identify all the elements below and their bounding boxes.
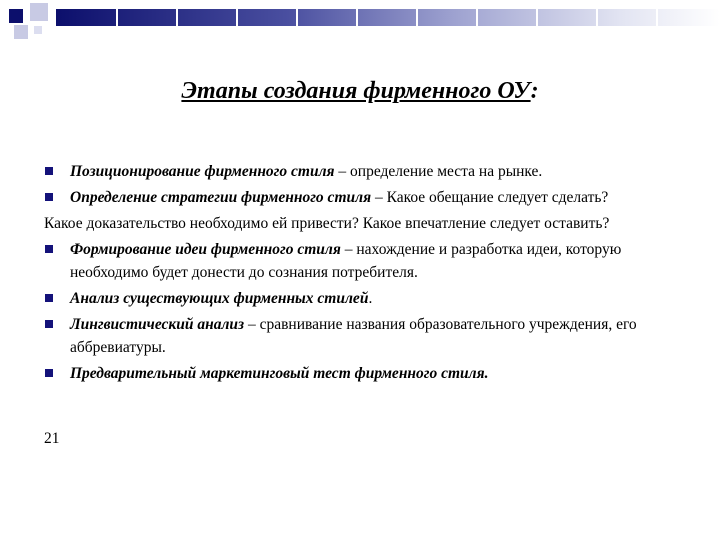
item-term: Предварительный маркетинговый тест фирменного стиля. — [70, 365, 489, 382]
item-term: Определение стратегии фирменного стиля — [70, 189, 372, 206]
item-text: – сравнивание названия образовательного учреждения, его аббревиатуры. — [70, 316, 637, 356]
item-text: – Какое обещание следует сделать? — [371, 189, 609, 206]
bullet-square-icon — [45, 167, 53, 175]
bullet-square-icon — [45, 193, 53, 201]
item-text: . — [368, 290, 373, 307]
slide-title — [0, 78, 720, 105]
item-text: – нахождение и разработка идеи, которую необходимо будет донести до сознания потребителя. — [70, 241, 622, 281]
square-dark — [9, 9, 23, 23]
list-item — [44, 160, 664, 183]
item-term: Формирование идеи фирменного стиля — [70, 241, 341, 258]
header-bar-stripes — [56, 9, 720, 26]
square-light-small — [34, 26, 42, 34]
list-item — [44, 287, 664, 310]
item-term: Анализ существующих фирменных стилей — [70, 290, 369, 307]
list-item — [44, 313, 664, 359]
list-item — [44, 186, 664, 209]
list-item — [44, 238, 664, 284]
slide-title-colon: : — [530, 78, 539, 104]
item-term: Позиционирование фирменного стиля — [70, 163, 335, 180]
bullet-square-icon — [45, 245, 53, 253]
bullet-square-icon — [45, 369, 53, 377]
plain-paragraph: Какое доказательство необходимо ей привести? Какое впечатление следует оставить? — [44, 215, 610, 232]
slide-content — [44, 160, 664, 388]
slide-title-text: Этапы создания фирменного ОУ — [181, 78, 531, 104]
item-term: Лингвистический анализ — [70, 316, 245, 333]
bullet-square-icon — [45, 320, 53, 328]
corner-squares-decoration — [0, 0, 60, 48]
bullet-square-icon — [45, 294, 53, 302]
item-text: – определение места на рынке. — [334, 163, 543, 180]
list-item — [44, 362, 664, 385]
square-light — [30, 3, 48, 21]
square-light — [14, 25, 28, 39]
page-number: 21 — [44, 430, 60, 447]
